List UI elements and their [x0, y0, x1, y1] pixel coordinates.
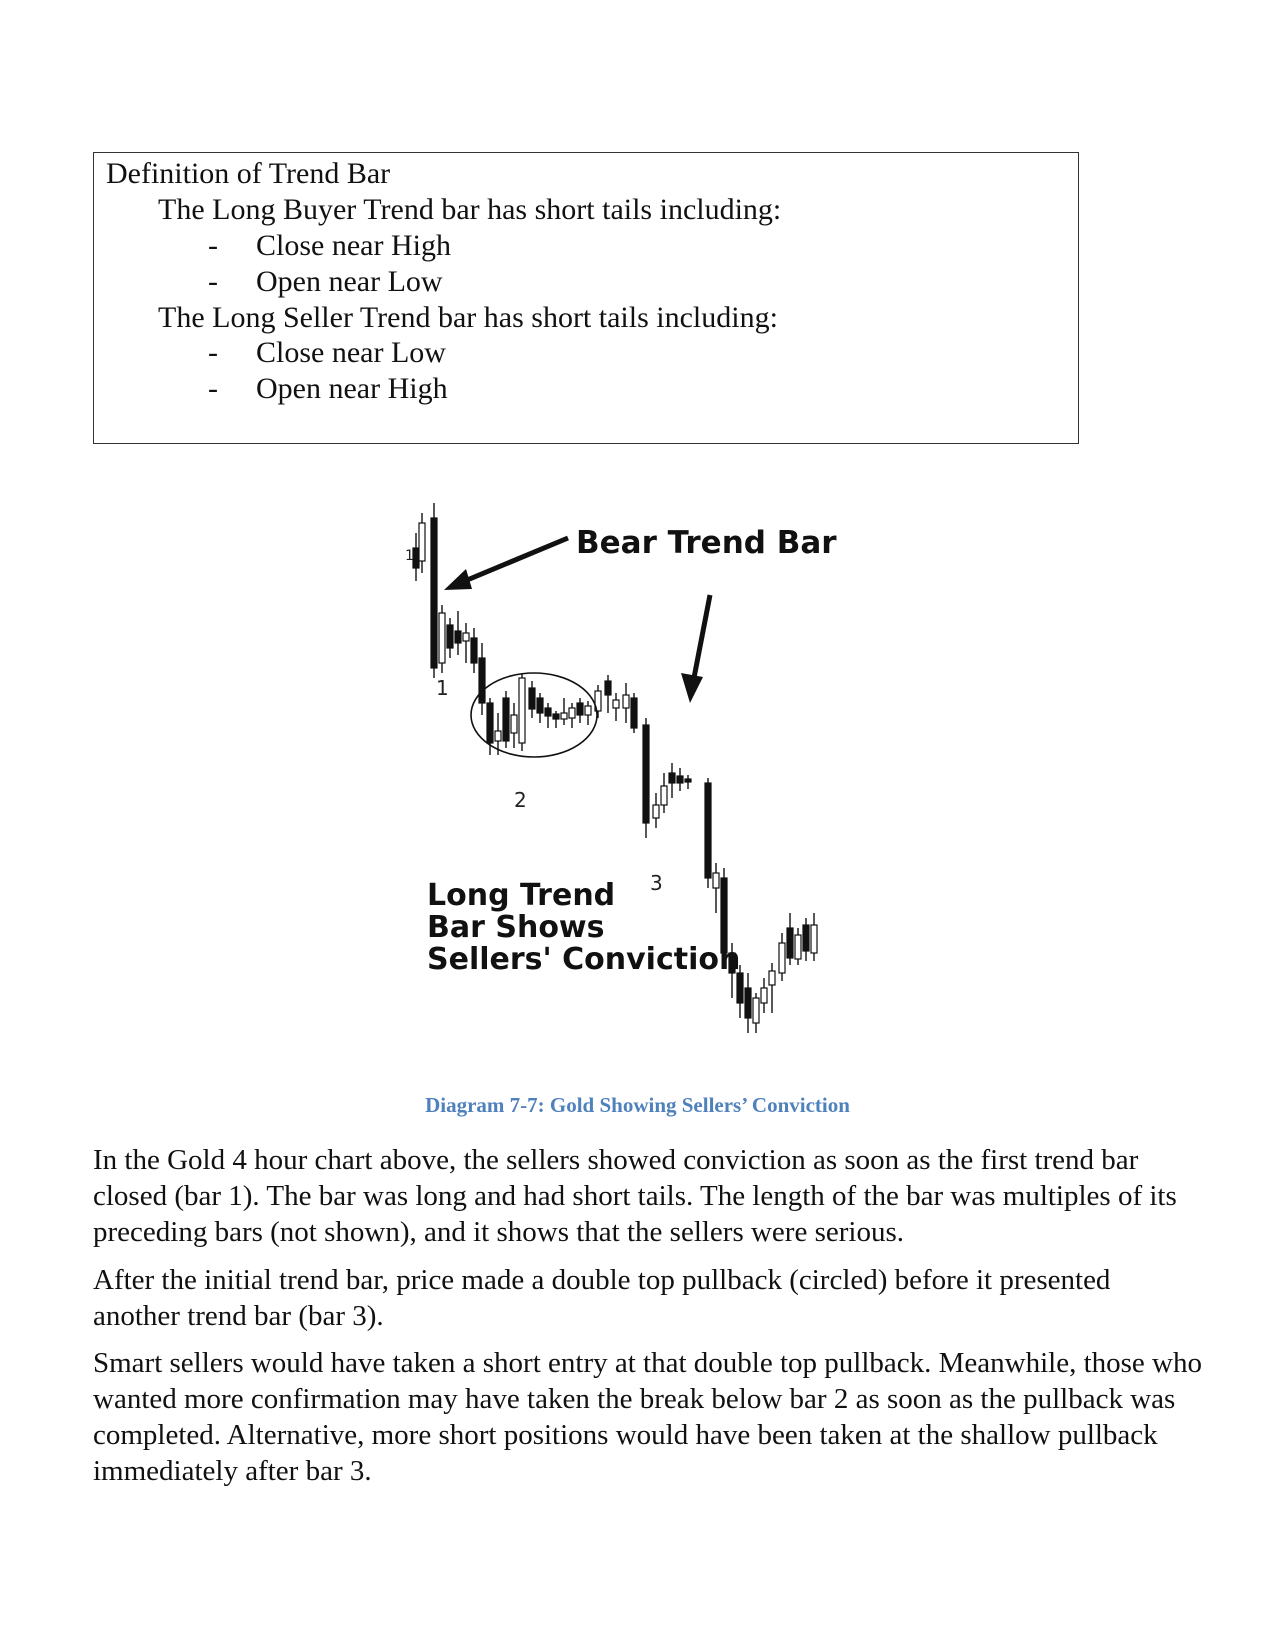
gold-chart-figure [405, 493, 860, 1083]
candle-body [811, 925, 817, 953]
candle-body [431, 518, 437, 668]
bear-trend-bar-label: Bear Trend Bar [576, 525, 837, 561]
candle-body [503, 698, 509, 741]
candle-body [661, 786, 667, 805]
bar-label-1: 1 [436, 676, 449, 700]
buyer-heading: The Long Buyer Trend bar has short tails including: [158, 193, 782, 226]
annotation-line: Sellers' Conviction [427, 942, 741, 977]
bar-label-3: 3 [650, 871, 663, 895]
candle-body [479, 658, 485, 703]
candle-body [605, 681, 611, 695]
definition-title: Definition of Trend Bar [106, 157, 391, 190]
candle-body [669, 773, 675, 783]
candle-body [677, 776, 683, 783]
candle-body [705, 783, 711, 878]
paragraph: Smart sellers would have taken a short entry at that double top pullback. Meanwhile, those who wanted more confirmation may have taken the break below bar 2 as soon as the pullback was completed. Alternative, more short positions would have been taken at the shallow pullback immediately after bar 3. [93, 1347, 1202, 1487]
candle-body [761, 988, 767, 1003]
bullet-dash: - [208, 265, 218, 298]
bullet-dash: - [208, 372, 218, 405]
edge-label: 1 [405, 548, 414, 564]
candle-body [769, 971, 775, 985]
candle-body [643, 725, 649, 823]
bullet-dash: - [208, 336, 218, 369]
annotation-line: Long Trend [427, 878, 616, 913]
candle-body [537, 698, 543, 713]
candle-body [585, 706, 591, 715]
candle-body [463, 633, 469, 641]
candle-body [787, 928, 793, 958]
candle-body [519, 678, 525, 743]
candle-body [471, 638, 477, 663]
candle-body [803, 925, 809, 951]
buyer-item-text: Close near High [256, 229, 451, 262]
candle-body [685, 779, 691, 782]
chart-background [410, 493, 860, 1083]
candle-body [737, 973, 743, 1003]
candle-body [753, 998, 759, 1023]
candle-body [455, 631, 461, 643]
candle-body [487, 703, 493, 743]
seller-item-text: Close near Low [256, 336, 446, 369]
candle-body [795, 935, 801, 959]
bullet-dash: - [208, 229, 218, 262]
candle-body [561, 713, 567, 719]
candle-body [653, 805, 659, 818]
buyer-item-text: Open near Low [256, 265, 443, 298]
seller-heading: The Long Seller Trend bar has short tails including: [158, 301, 778, 334]
seller-item-text: Open near High [256, 372, 448, 405]
bar-label-2: 2 [514, 788, 527, 812]
candle-body [713, 873, 719, 888]
candle-body [569, 708, 575, 718]
annotation-line: Bar Shows [427, 910, 605, 945]
candle-body [613, 700, 619, 708]
candle-body [577, 703, 583, 715]
candle-body [439, 613, 445, 663]
paragraph: In the Gold 4 hour chart above, the sellers showed conviction as soon as the first trend bar closed (bar 1). The bar was long and had short tails. The length of the bar was multiples of its preceding bars (not shown), and it shows that the sellers were serious. [93, 1144, 1177, 1248]
candle-body [447, 625, 453, 648]
candle-body [495, 731, 501, 741]
candle-body [553, 714, 559, 719]
candlestick-chart [405, 493, 860, 1083]
candle-body [745, 988, 751, 1018]
paragraph: After the initial trend bar, price made a double top pullback (circled) before it presented another trend bar (bar 3). [93, 1264, 1111, 1332]
candle-body [529, 688, 535, 709]
candle-body [511, 715, 517, 733]
candle-body [419, 523, 425, 561]
candle-body [623, 695, 629, 708]
candle-body [631, 698, 637, 728]
definition-box [93, 152, 1079, 444]
candle-body [545, 708, 551, 716]
figure-caption: Diagram 7-7: Gold Showing Sellers’ Conviction [425, 1093, 850, 1117]
candle-body [779, 943, 785, 973]
